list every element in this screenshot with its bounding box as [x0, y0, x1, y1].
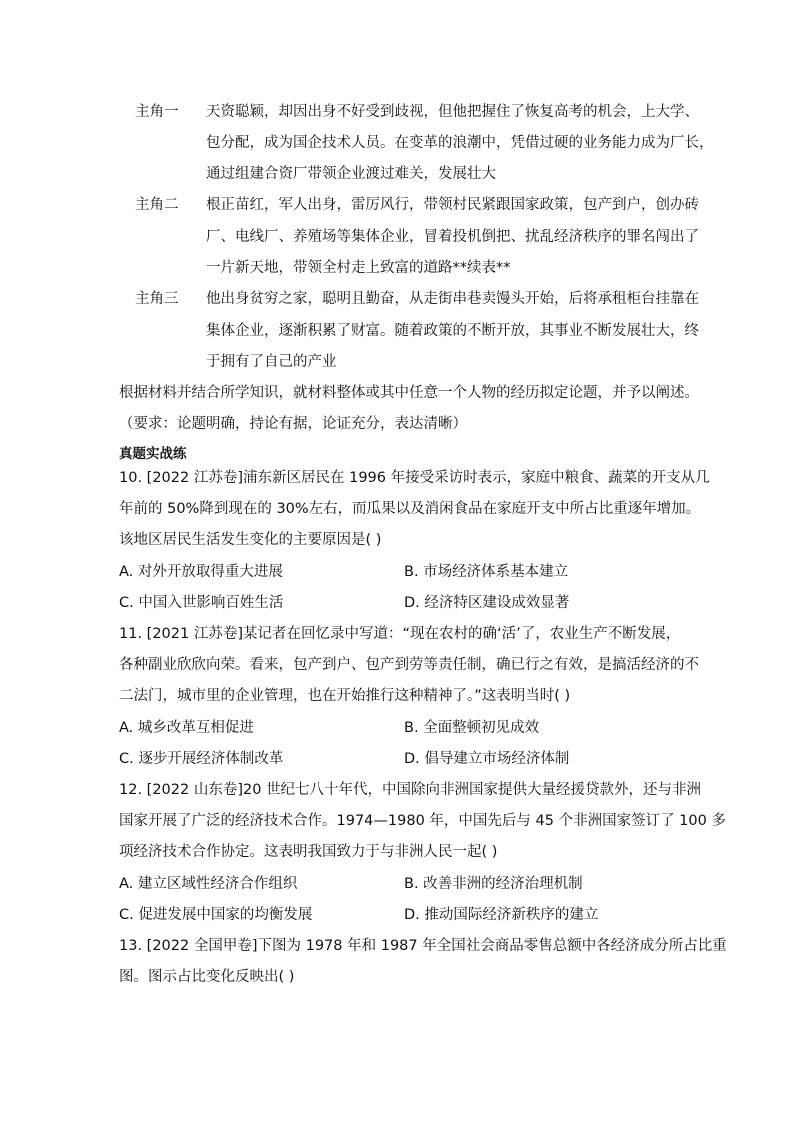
question-11-line-1: 11. [2021 江苏卷]某记者在回忆录中写道：“现在农村的确‘活’了，农业生产不断发展， — [119, 626, 681, 642]
question-12-line-3: 项经济技术合作协定。这表明我国致力于与非洲人民一起( ) — [119, 844, 498, 860]
question-10-option-c: C. 中国入世影响百姓生活 — [119, 595, 284, 611]
role-2-line-1: 根正苗红，军人出身，雷厉风行，带领村民紧跟国家政策，包产到户，创办砖 — [206, 197, 699, 213]
question-10-option-b: B. 市场经济体系基本建立 — [404, 564, 569, 580]
question-11-line-3: 二法门，城市里的企业管理，也在开始推行这种精神了。”这表明当时( ) — [119, 688, 571, 704]
role-2-line-3: 一片新天地，带领全村走上致富的道路**续表** — [206, 260, 511, 276]
question-13-line-1: 13. [2022 全国甲卷]下图为 1978 年和 1987 年全国社会商品零售总额中各经济成分所占比重 — [119, 938, 727, 954]
question-12-option-b: B. 改善非洲的经济治理机制 — [404, 876, 583, 892]
role-1-line-1: 天资聪颖，却因出身不好受到歧视，但他把握住了恢复高考的机会，上大学、 — [206, 104, 699, 120]
role-3-name: 主角三 — [135, 291, 179, 307]
requirement-text: （要求：论题明确，持论有据，论证充分，表达清晰） — [119, 416, 467, 432]
question-11-option-c: C. 逐步开展经济体制改革 — [119, 751, 284, 767]
question-11-option-b: B. 全面整顿初见成效 — [404, 720, 540, 736]
question-10-line-2: 年前的 50%降到现在的 30%左右，而瓜果以及消闲食品在家庭开支中所占比重逐年增加。 — [119, 501, 701, 517]
question-11-line-2: 各种副业欣欣向荣。看来，包产到户、包产到劳等责任制，确已行之有效，是搞活经济的不 — [119, 657, 699, 673]
question-12-line-1: 12. [2022 山东卷]20 世纪七八十年代，中国除向非洲国家提供大量经援贷款外，还与非洲 — [119, 782, 702, 798]
role-1-name: 主角一 — [135, 104, 179, 120]
role-3-line-2: 集体企业，逐渐积累了财富。随着政策的不断开放，其事业不断发展壮大，终 — [206, 323, 699, 339]
role-1-line-2: 包分配，成为国企技术人员。在变革的浪潮中，凭借过硬的业务能力成为厂长， — [206, 135, 714, 151]
question-11-option-a: A. 城乡改革互相促进 — [119, 720, 254, 736]
question-12-option-a: A. 建立区域性经济合作组织 — [119, 876, 298, 892]
role-1-line-3: 通过组建合资厂带领企业渡过难关，发展壮大 — [206, 166, 496, 182]
role-3-line-1: 他出身贫穷之家，聪明且勤奋，从走街串巷卖馒头开始，后将承租柜台挂靠在 — [206, 291, 699, 307]
section-title: 真题实战练 — [119, 446, 187, 462]
question-10-option-d: D. 经济特区建设成效显著 — [404, 595, 570, 611]
role-2-name: 主角二 — [135, 197, 179, 213]
question-12-line-2: 国家开展了广泛的经济技术合作。1974—1980 年，中国先后与 45 个非洲国家签订了 100 多 — [119, 813, 726, 829]
role-3-line-3: 于拥有了自己的产业 — [206, 354, 337, 370]
task-text: 根据材料并结合所学知识，就材料整体或其中任意一个人物的经历拟定论题，并予以阐述。 — [119, 385, 699, 401]
question-12-option-c: C. 促进发展中国家的均衡发展 — [119, 907, 313, 923]
question-10-line-3: 该地区居民生活发生变化的主要原因是( ) — [119, 532, 382, 548]
question-13-line-2: 图。图示占比变化反映出( ) — [119, 969, 295, 985]
role-2-line-2: 厂、电线厂、养殖场等集体企业，冒着投机倒把、扰乱经济秩序的罪名闯出了 — [206, 229, 699, 245]
question-12-option-d: D. 推动国际经济新秩序的建立 — [404, 907, 599, 923]
question-11-option-d: D. 倡导建立市场经济体制 — [404, 751, 570, 767]
question-10-option-a: A. 对外开放取得重大进展 — [119, 564, 283, 580]
question-10-line-1: 10. [2022 江苏卷]浦东新区居民在 1996 年接受采访时表示，家庭中粮食、蔬菜的开支从几 — [119, 470, 710, 486]
